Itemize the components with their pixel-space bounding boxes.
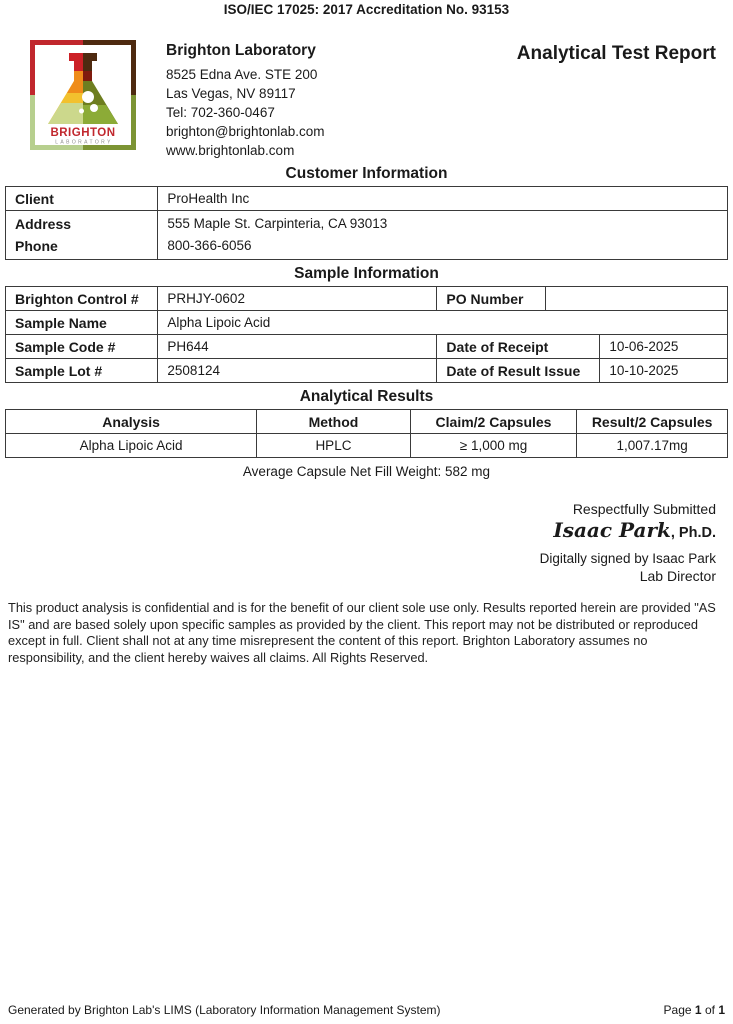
method-value: HPLC (256, 434, 410, 457)
sample-name-label: Sample Name (15, 314, 107, 331)
table-row (6, 334, 727, 358)
table-header-row (6, 410, 727, 433)
logo-sub-text: LABORATORY (55, 139, 113, 146)
page-word: Page (663, 1003, 692, 1017)
address-phone-values (157, 211, 727, 259)
phone-label: Phone (15, 238, 58, 254)
date-of-receipt-label: Date of Receipt (436, 335, 599, 358)
result-column-header: Result/2 Capsules (576, 410, 727, 433)
control-number-value: PRHJY-0602 (157, 287, 436, 310)
sample-lot-value: 2508124 (157, 359, 436, 382)
disclaimer-text: This product analysis is confidential and is for the benefit of our client sole use only. Results reported herein are provided "AS IS" and are based solely upon specific samples as provided by the client. This report may not be distributed or reproduced except in full. Client shall not at any time misrepresent the content of this report. Brighton Laboratory assumes no responsibility, and the client hereby waives all claims. All Rights Reserved. (8, 600, 716, 665)
page-total: 1 (718, 1003, 725, 1017)
page-number (664, 1003, 725, 1017)
analysis-column-header: Analysis (102, 413, 160, 430)
sample-code-label: Sample Code # (15, 338, 116, 355)
control-number-label: Brighton Control # (15, 290, 139, 307)
brighton-lab-logo (30, 40, 136, 155)
signer-name: Isaac Park (553, 518, 671, 542)
table-row (6, 187, 727, 210)
customer-information-title: Customer Information (285, 165, 448, 182)
lab-phone: Tel: 702-360-0467 (166, 105, 275, 120)
lab-name: Brighton Laboratory (166, 42, 316, 59)
client-value: ProHealth Inc (157, 187, 727, 210)
signer-credential: , Ph.D. (670, 525, 716, 541)
page-footer (8, 1003, 725, 1017)
lab-email: brighton@brightonlab.com (166, 124, 325, 139)
sample-information-table (5, 286, 728, 383)
signature-block (5, 500, 728, 585)
generated-by-text: Generated by Brighton Lab's LIMS (Laboratory Information Management System) (8, 1003, 441, 1017)
table-row (6, 210, 727, 259)
page-title: Analytical Test Report (516, 43, 716, 64)
table-row (6, 358, 727, 382)
sample-information-title: Sample Information (294, 265, 439, 282)
phone-value: 800-366-6056 (167, 238, 252, 253)
analytical-results-title: Analytical Results (299, 388, 434, 405)
result-value: 1,007.17mg (576, 434, 727, 457)
signer-role: Lab Director (639, 568, 716, 584)
table-row (6, 287, 727, 310)
method-column-header: Method (256, 410, 410, 433)
date-of-result-issue-value: 10-10-2025 (599, 359, 727, 382)
claim-column-header: Claim/2 Capsules (410, 410, 577, 433)
po-number-value (545, 287, 727, 310)
analysis-value: Alpha Lipoic Acid (79, 438, 183, 453)
report-header (5, 40, 728, 160)
page-num: 1 (694, 1003, 702, 1017)
address-value: 555 Maple St. Carpinteria, CA 93013 (167, 216, 388, 231)
claim-value: ≥ 1,000 mg (410, 434, 577, 457)
sample-name-value: Alpha Lipoic Acid (157, 311, 727, 334)
lab-address-line2: Las Vegas, NV 89117 (166, 86, 296, 101)
digitally-signed-note: Digitally signed by Isaac Park (539, 551, 716, 566)
average-fill-weight-note: Average Capsule Net Fill Weight: 582 mg (242, 464, 491, 479)
customer-information-table (5, 186, 728, 260)
po-number-label: PO Number (436, 287, 544, 310)
date-of-result-issue-label: Date of Result Issue (436, 359, 599, 382)
of-word: of (704, 1003, 715, 1017)
signature-script (5, 518, 716, 545)
table-row (6, 310, 727, 334)
sample-lot-label: Sample Lot # (15, 362, 103, 379)
flask-logo-icon (30, 40, 136, 150)
analytical-results-table (5, 409, 728, 458)
logo-brand-text: BRIGHTON (50, 127, 116, 139)
lab-address-line1: 8525 Edna Ave. STE 200 (166, 67, 318, 82)
lab-website: www.brightonlab.com (166, 143, 295, 158)
address-phone-labels (6, 211, 157, 259)
date-of-receipt-value: 10-06-2025 (599, 335, 727, 358)
lab-contact-block (166, 40, 325, 160)
table-row (6, 433, 727, 457)
respectfully-submitted-label: Respectfully Submitted (572, 501, 716, 517)
address-label: Address (15, 216, 72, 232)
client-label: Client (15, 190, 54, 207)
accreditation-header: ISO/IEC 17025: 2017 Accreditation No. 93153 (223, 2, 510, 17)
sample-code-value: PH644 (157, 335, 436, 358)
